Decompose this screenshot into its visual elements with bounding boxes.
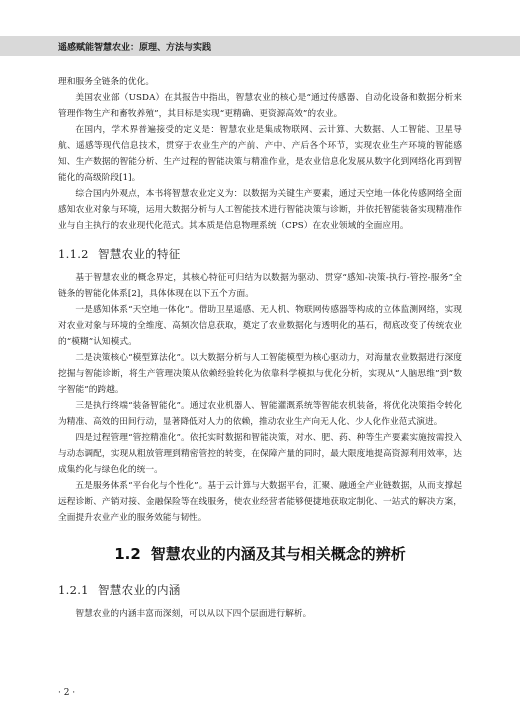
subsection-heading-1-2-1	[58, 582, 462, 598]
page-number: · 2 ·	[58, 688, 76, 698]
paragraph-connotation-intro: 智慧农业的内涵丰富而深刻，可以从以下四个层面进行解析。	[75, 609, 312, 619]
section-heading-1-2	[58, 544, 462, 564]
section-number: 1.2	[114, 545, 141, 563]
paragraph-usda-definition: 美国农业部（USDA）在其报告中指出，智慧农业的核心是“通过传感器、自动化设备和数据分析来管理作物生产和畜牧养殖”，其目标是实现“更精确、更资源高效”的农业。	[58, 93, 462, 119]
paragraph-feature-management: 四是过程管理“管控精准化”。依托实时数据和智能决策，对水、肥、药、种等生产要素实施按需投入与动态调配，实现从粗放管理到精密管控的转变，在保障产量的同时，最大限度地提高资源利用效率，达成集约化与绿色化的统一。	[58, 433, 462, 475]
running-header-title: 遥感赋能智慧农业：原理、方法与实践	[58, 43, 212, 53]
paragraph-continuation: 理和服务全链条的优化。	[58, 77, 155, 87]
subsection-number: 1.1.2	[58, 247, 89, 261]
paragraph-feature-perception: 一是感知体系“天空地一体化”。借助卫星遥感、无人机、物联网传感器等构成的立体监测网络，实现对农业对象与环境的全维度、高频次信息获取，奠定了农业数据化与透明化的基石，彻底改变了传统农业的“模糊”认知模式。	[58, 305, 462, 347]
paragraph-book-definition: 综合国内外观点，本书将智慧农业定义为：以数据为关键生产要素，通过天空地一体化传感网络全面感知农业对象与环境，运用大数据分析与人工智能技术进行智能决策与诊断，并依托智能装备实现精准作业与自主执行的农业现代化范式。其本质是信息物理系统（CPS）在农业领域的全面应用。	[58, 189, 462, 231]
section-title: 智慧农业的内涵及其与相关概念的辨析	[150, 545, 406, 563]
subsection-title: 智慧农业的特征	[98, 247, 181, 261]
paragraph-domestic-definition: 在国内，学术界普遍接受的定义是：智慧农业是集成物联网、云计算、大数据、人工智能、卫星导航、遥感等现代信息技术，贯穿于农业生产的产前、产中、产后各个环节，实现农业生产环境的智能感知、生产数据的智能分析、生产过程的智能决策与精准作业，是农业信息化发展从数字化到网络化再到智能化的高级阶段[1]。	[58, 125, 462, 183]
paragraph-feature-service: 五是服务体系“平台化与个性化”。基于云计算与大数据平台，汇聚、融通全产业链数据，从而支撑起远程诊断、产销对接、金融保险等在线服务，使农业经营者能够便捷地获取定制化、一站式的解决方案，全面提升农业产业的服务效能与韧性。	[58, 481, 462, 523]
subsection-heading-1-1-2	[58, 246, 462, 262]
subsection-number: 1.2.1	[58, 583, 89, 597]
subsection-title: 智慧农业的内涵	[98, 583, 181, 597]
paragraph-features-intro: 基于智慧农业的概念界定，其核心特征可归结为以数据为驱动、贯穿“感知-决策-执行-管控-服务”全链条的智能化体系[2]，具体体现在以下五个方面。	[58, 273, 462, 299]
page-body	[58, 74, 462, 622]
paragraph-feature-execution: 三是执行终端“装备智能化”。通过农业机器人、智能灌溉系统等智能农机装备，将优化决策指令转化为精准、高效的田间行动，显著降低对人力的依赖，推动农业生产向无人化、少人化作业范式演进。	[58, 401, 462, 427]
paragraph-feature-decision: 二是决策核心“模型算法化”。以大数据分析与人工智能模型为核心驱动力，对海量农业数据进行深度挖掘与智能诊断，将生产管理决策从依赖经验转化为依靠科学模拟与优化分析，实现从“人脑思维”到“数字智能”的跨越。	[58, 353, 462, 395]
running-header	[0, 36, 520, 56]
